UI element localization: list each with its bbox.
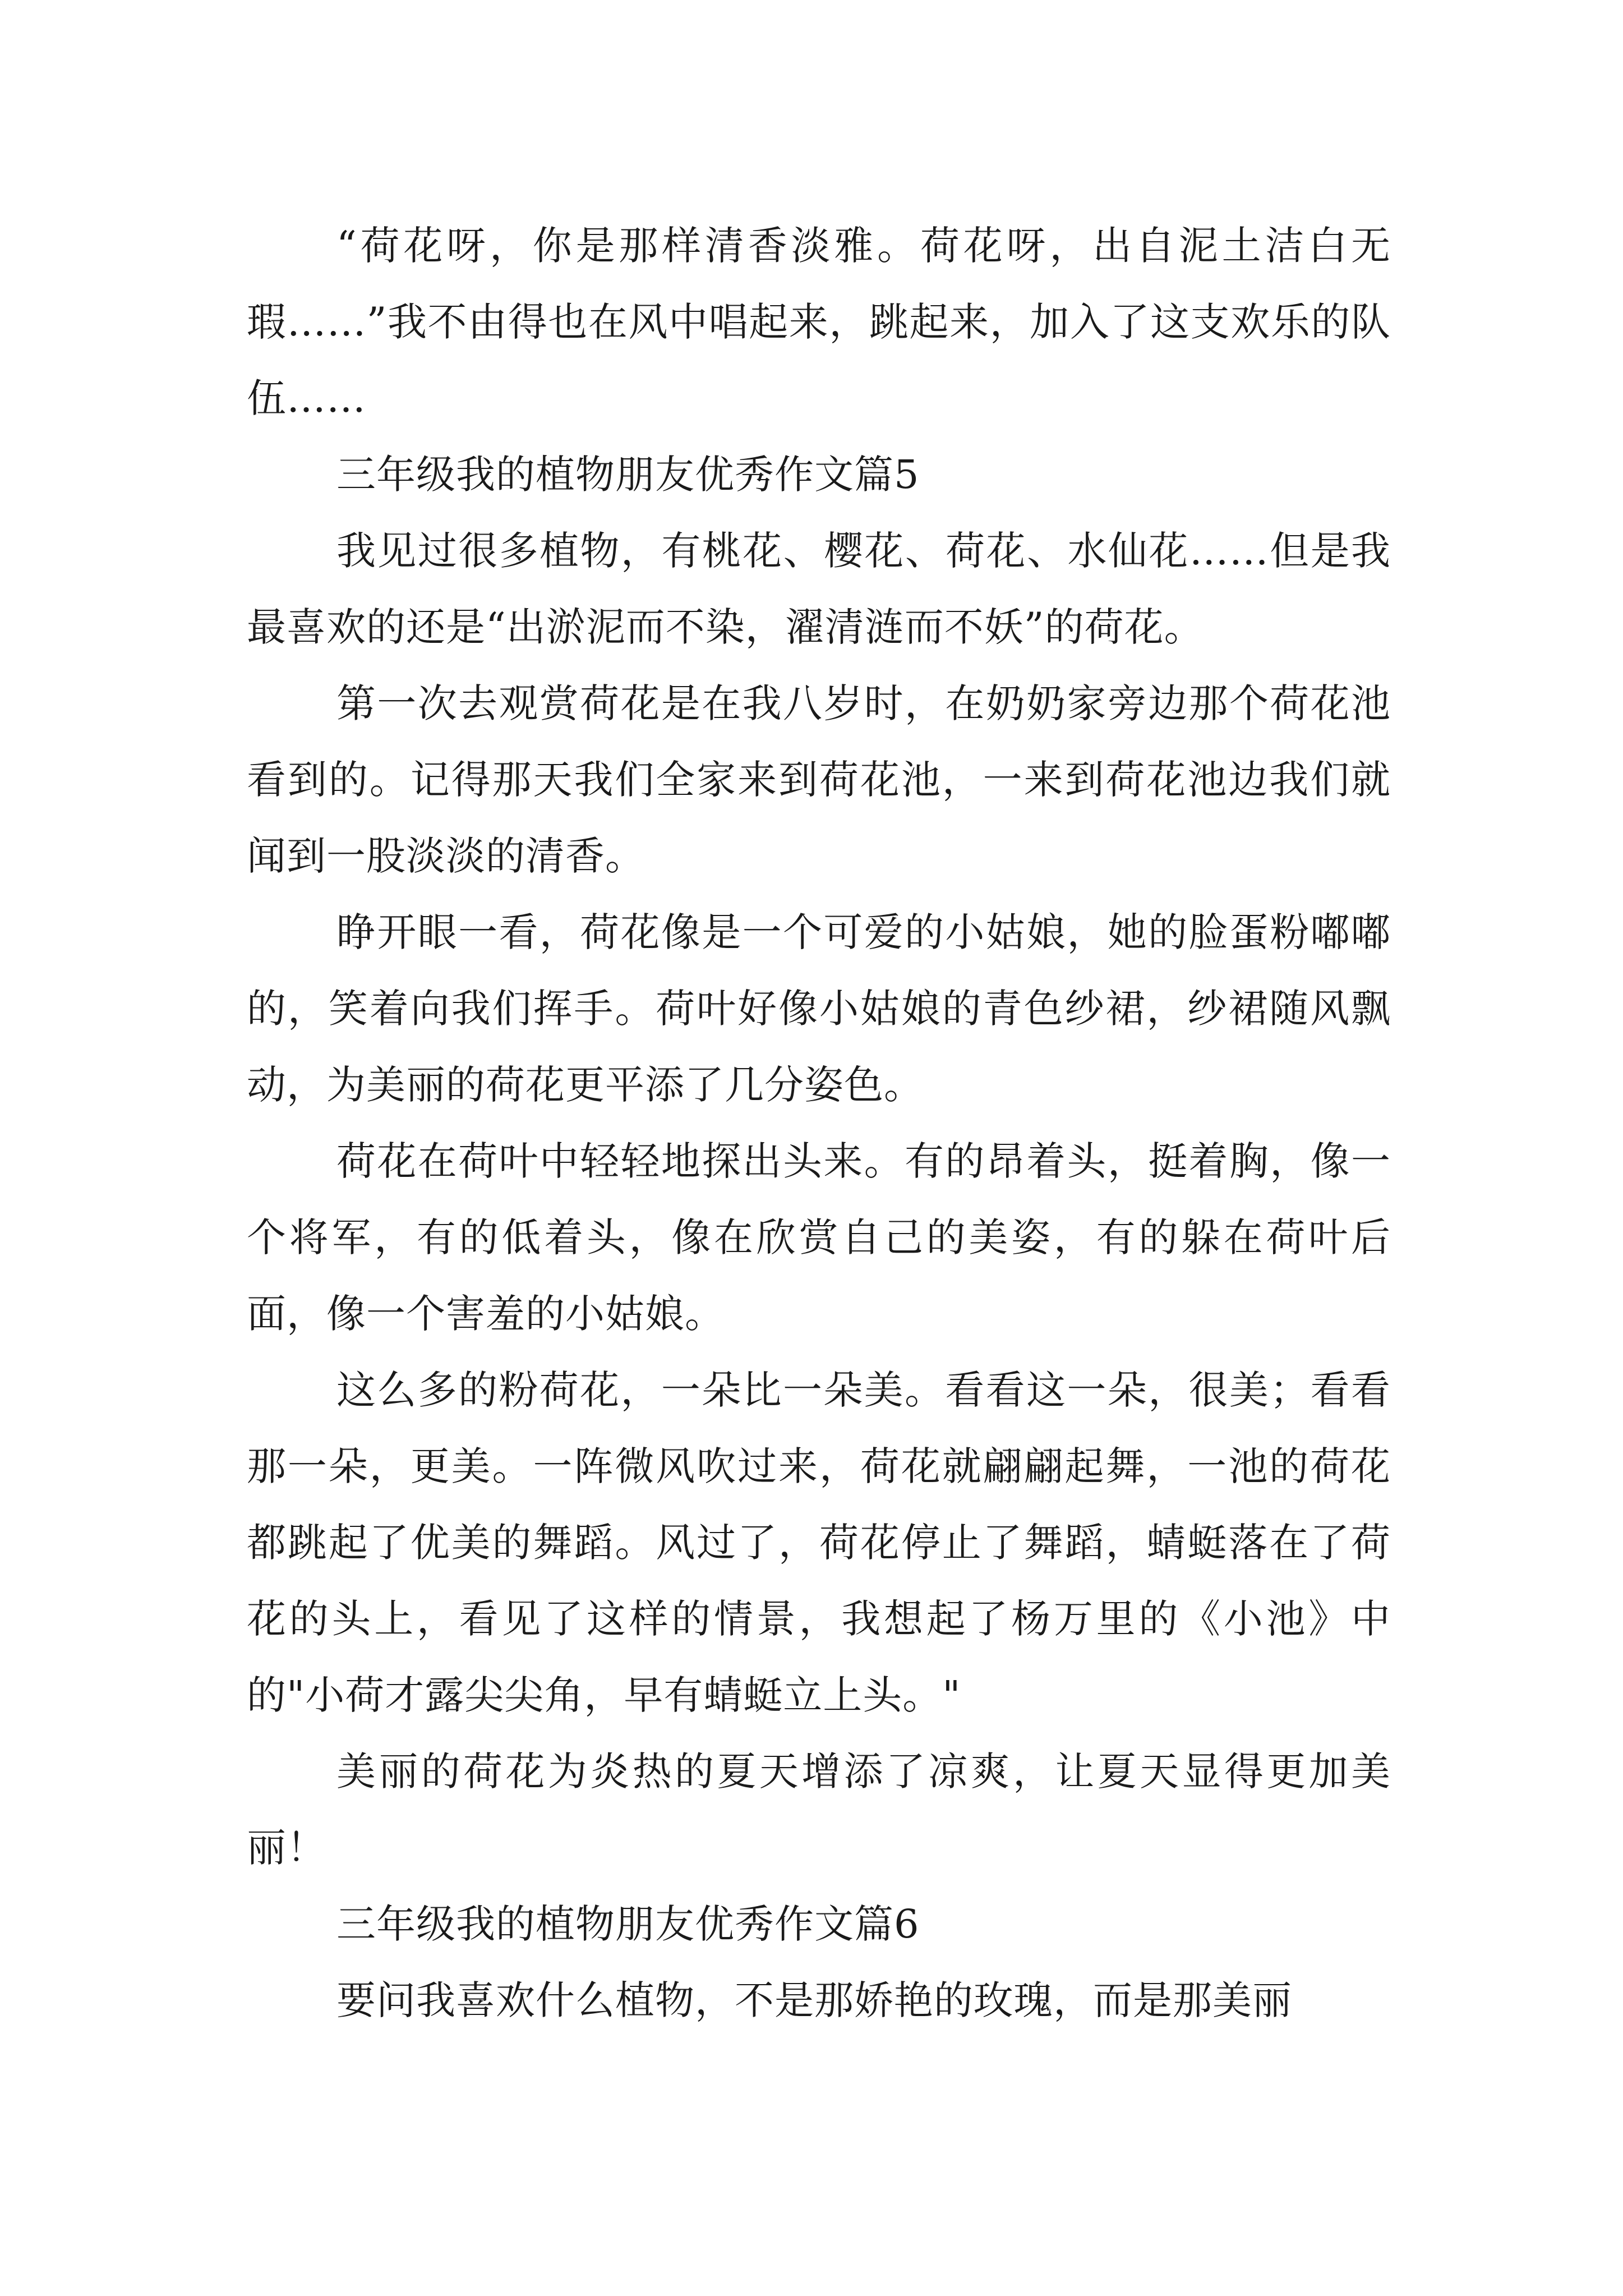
paragraph: 要问我喜欢什么植物，不是那娇艳的玫瑰，而是那美丽 <box>336 1977 1292 2023</box>
paragraph: 我见过很多植物，有桃花、樱花、荷花、水仙花……但是我最喜欢的还是“出淤泥而不染，濯清涟而不妖”的荷花。 <box>247 528 1391 650</box>
paragraph: “荷花呀，你是那样清香淡雅。荷花呀，出自泥土洁白无瑕……”我不由得也在风中唱起来，跳起来，加入了这支欢乐的队伍…… <box>247 223 1391 421</box>
paragraph: 荷花在荷叶中轻轻地探出头来。有的昂着头，挺着胸，像一个将军，有的低着头，像在欣赏自己的美姿，有的躲在荷叶后面，像一个害羞的小姑娘。 <box>247 1138 1391 1337</box>
paragraph: 美丽的荷花为炎热的夏天增添了凉爽，让夏天显得更加美丽！ <box>247 1749 1391 1871</box>
document-body <box>247 208 1391 2039</box>
paragraph: 第一次去观赏荷花是在我八岁时，在奶奶家旁边那个荷花池看到的。记得那天我们全家来到荷花池，一来到荷花池边我们就闻到一股淡淡的清香。 <box>247 680 1391 879</box>
paragraph: 睁开眼一看，荷花像是一个可爱的小姑娘，她的脸蛋粉嘟嘟的，笑着向我们挥手。荷叶好像小姑娘的青色纱裙，纱裙随风飘动，为美丽的荷花更平添了几分姿色。 <box>247 909 1391 1108</box>
section-heading: 三年级我的植物朋友优秀作文篇6 <box>336 1901 920 1947</box>
paragraph: 这么多的粉荷花，一朵比一朵美。看看这一朵，很美；看看那一朵，更美。一阵微风吹过来，荷花就翩翩起舞，一池的荷花都跳起了优美的舞蹈。风过了，荷花停止了舞蹈，蜻蜓落在了荷花的头上，看见了这样的情景，我想起了杨万里的《小池》中的"小荷才露尖尖角，早有蜻蜓立上头。" <box>247 1367 1391 1718</box>
section-heading: 三年级我的植物朋友优秀作文篇5 <box>336 452 920 498</box>
